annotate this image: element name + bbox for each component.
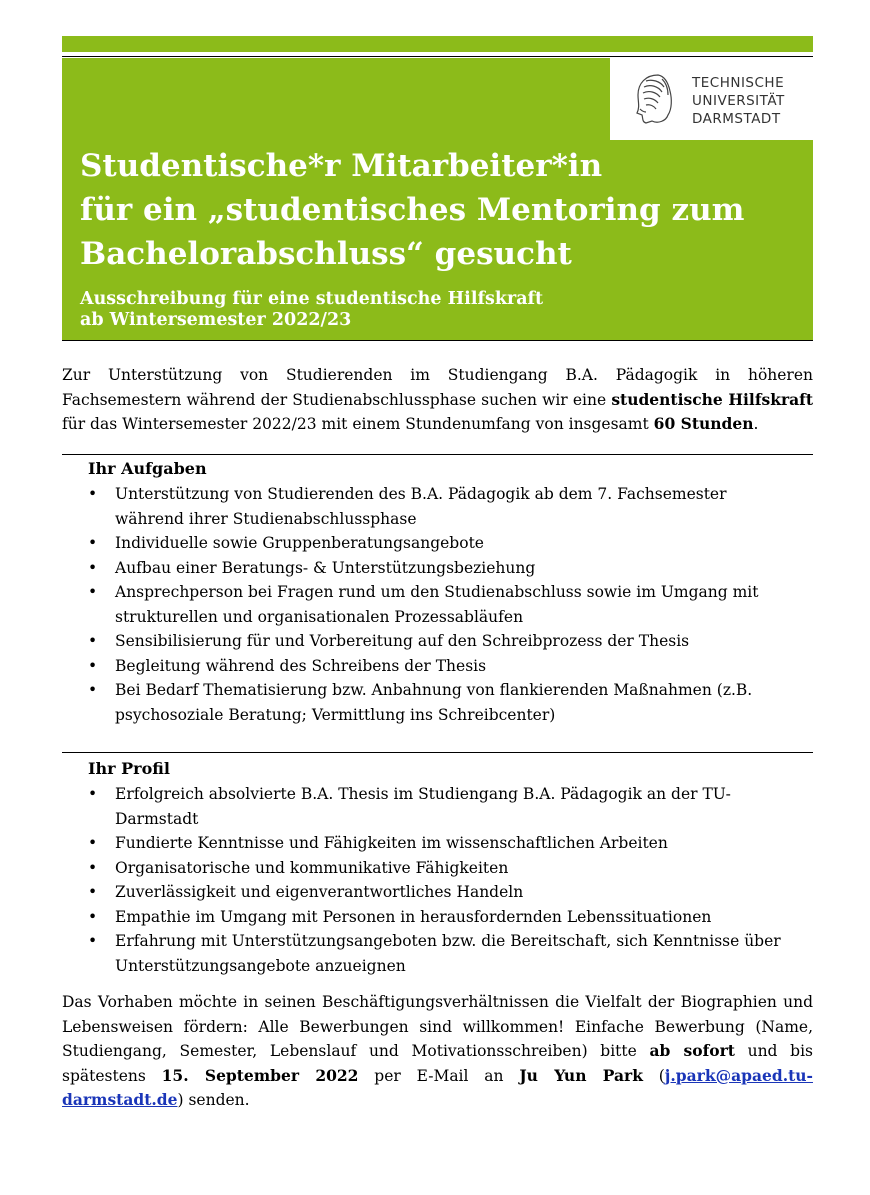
intro-highlight-role: studentische Hilfskraft	[611, 389, 813, 409]
deadline-date: 15. September 2022	[161, 1065, 359, 1085]
section-heading-aufgaben: Ihr Aufgaben	[88, 459, 207, 478]
list-item: • Individuelle sowie Gruppenberatungsangebote	[88, 531, 788, 556]
closing-paragraph: Das Vorhaben möchte in seinen Beschäftigungsverhältnissen die Vielfalt der Biographien und Lebensweisen fördern: Alle Bewerbungen sind willkommen! Einfache Bewerbung (Name, Studiengang, Semester, Lebenslauf und Motivationsschreiben) bitte ab sofort und bis spätestens 15. September 2022 per E-Mail an Ju Yun Park (j.park@apaed.tu-darmstadt.de) senden.	[62, 993, 813, 1109]
list-item: • Bei Bedarf Thematisierung bzw. Anbahnung von flankierenden Maßnahmen (z.B. psychosoziale Beratung; Vermittlung ins Schreibcenter)	[88, 678, 788, 727]
list-item: • Empathie im Umgang mit Personen in herausfordernden Lebenssituationen	[88, 905, 788, 930]
contact-email-link[interactable]: j.park@apaed.tu-darmstadt.de	[62, 1065, 813, 1109]
list-item: • Erfolgreich absolvierte B.A. Thesis im Studiengang B.A. Pädagogik an der TU-Darmstadt	[88, 782, 788, 831]
list-item: • Erfahrung mit Unterstützungsangeboten bzw. die Bereitschaft, sich Kenntnisse über Unterstützungsangebote anzueignen	[88, 929, 788, 978]
top-accent-bar	[62, 36, 813, 52]
deadline-start: ab sofort	[649, 1041, 735, 1060]
logo-wordmark	[692, 74, 785, 128]
logo-line-3: DARMSTADT	[692, 111, 781, 127]
list-item: • Begleitung während des Schreibens der Thesis	[88, 654, 788, 679]
list-item: • Aufbau einer Beratungs- & Unterstützungsbeziehung	[88, 556, 788, 581]
tu-darmstadt-logo	[610, 58, 813, 140]
aufgaben-list	[88, 482, 788, 727]
list-item: • Sensibilisierung für und Vorbereitung auf den Schreibprozess der Thesis	[88, 629, 788, 654]
contact-name: Ju Yun Park	[519, 1065, 643, 1085]
page-subtitle	[80, 289, 543, 331]
section-divider	[62, 454, 813, 455]
intro-paragraph: Zur Unterstützung von Studierenden im Studiengang B.A. Pädagogik in höheren Fachsemestern während der Studienabschlussphase suchen wir eine studentische Hilfskraft für das Wintersemester 2022/23 mit einem Stundenumfang von insgesamt 60 Stunden.	[62, 366, 813, 433]
list-item: • Organisatorische und kommunikative Fähigkeiten	[88, 856, 788, 881]
subtitle-line-1: Ausschreibung für eine studentische Hilfskraft	[80, 289, 544, 309]
logo-line-1: TECHNISCHE	[692, 75, 785, 91]
list-item: • Zuverlässigkeit und eigenverantwortliches Handeln	[88, 880, 788, 905]
logo-line-2: UNIVERSITÄT	[692, 93, 785, 109]
profil-list	[88, 782, 788, 978]
list-item: • Unterstützung von Studierenden des B.A. Pädagogik ab dem 7. Fachsemester während ihrer Studienabschlussphase	[88, 482, 788, 531]
header-top-rule	[62, 56, 813, 57]
section-divider	[62, 752, 813, 753]
subtitle-line-2: ab Wintersemester 2022/23	[80, 310, 352, 330]
intro-highlight-hours: 60 Stunden	[653, 414, 754, 433]
title-line-2: für ein „studentisches Mentoring zum	[80, 192, 745, 228]
page-title	[80, 144, 780, 276]
list-item: • Ansprechperson bei Fragen rund um den Studienabschluss sowie im Umgang mit strukturellen und organisationalen Prozessabläufen	[88, 580, 788, 629]
title-line-1: Studentische*r Mitarbeiter*in	[80, 148, 603, 184]
header-bottom-rule	[62, 340, 813, 341]
list-item: • Fundierte Kenntnisse und Fähigkeiten im wissenschaftlichen Arbeiten	[88, 831, 788, 856]
athena-head-icon	[628, 71, 678, 127]
section-heading-profil: Ihr Profil	[88, 759, 170, 778]
title-line-3: Bachelorabschluss“ gesucht	[80, 236, 572, 272]
